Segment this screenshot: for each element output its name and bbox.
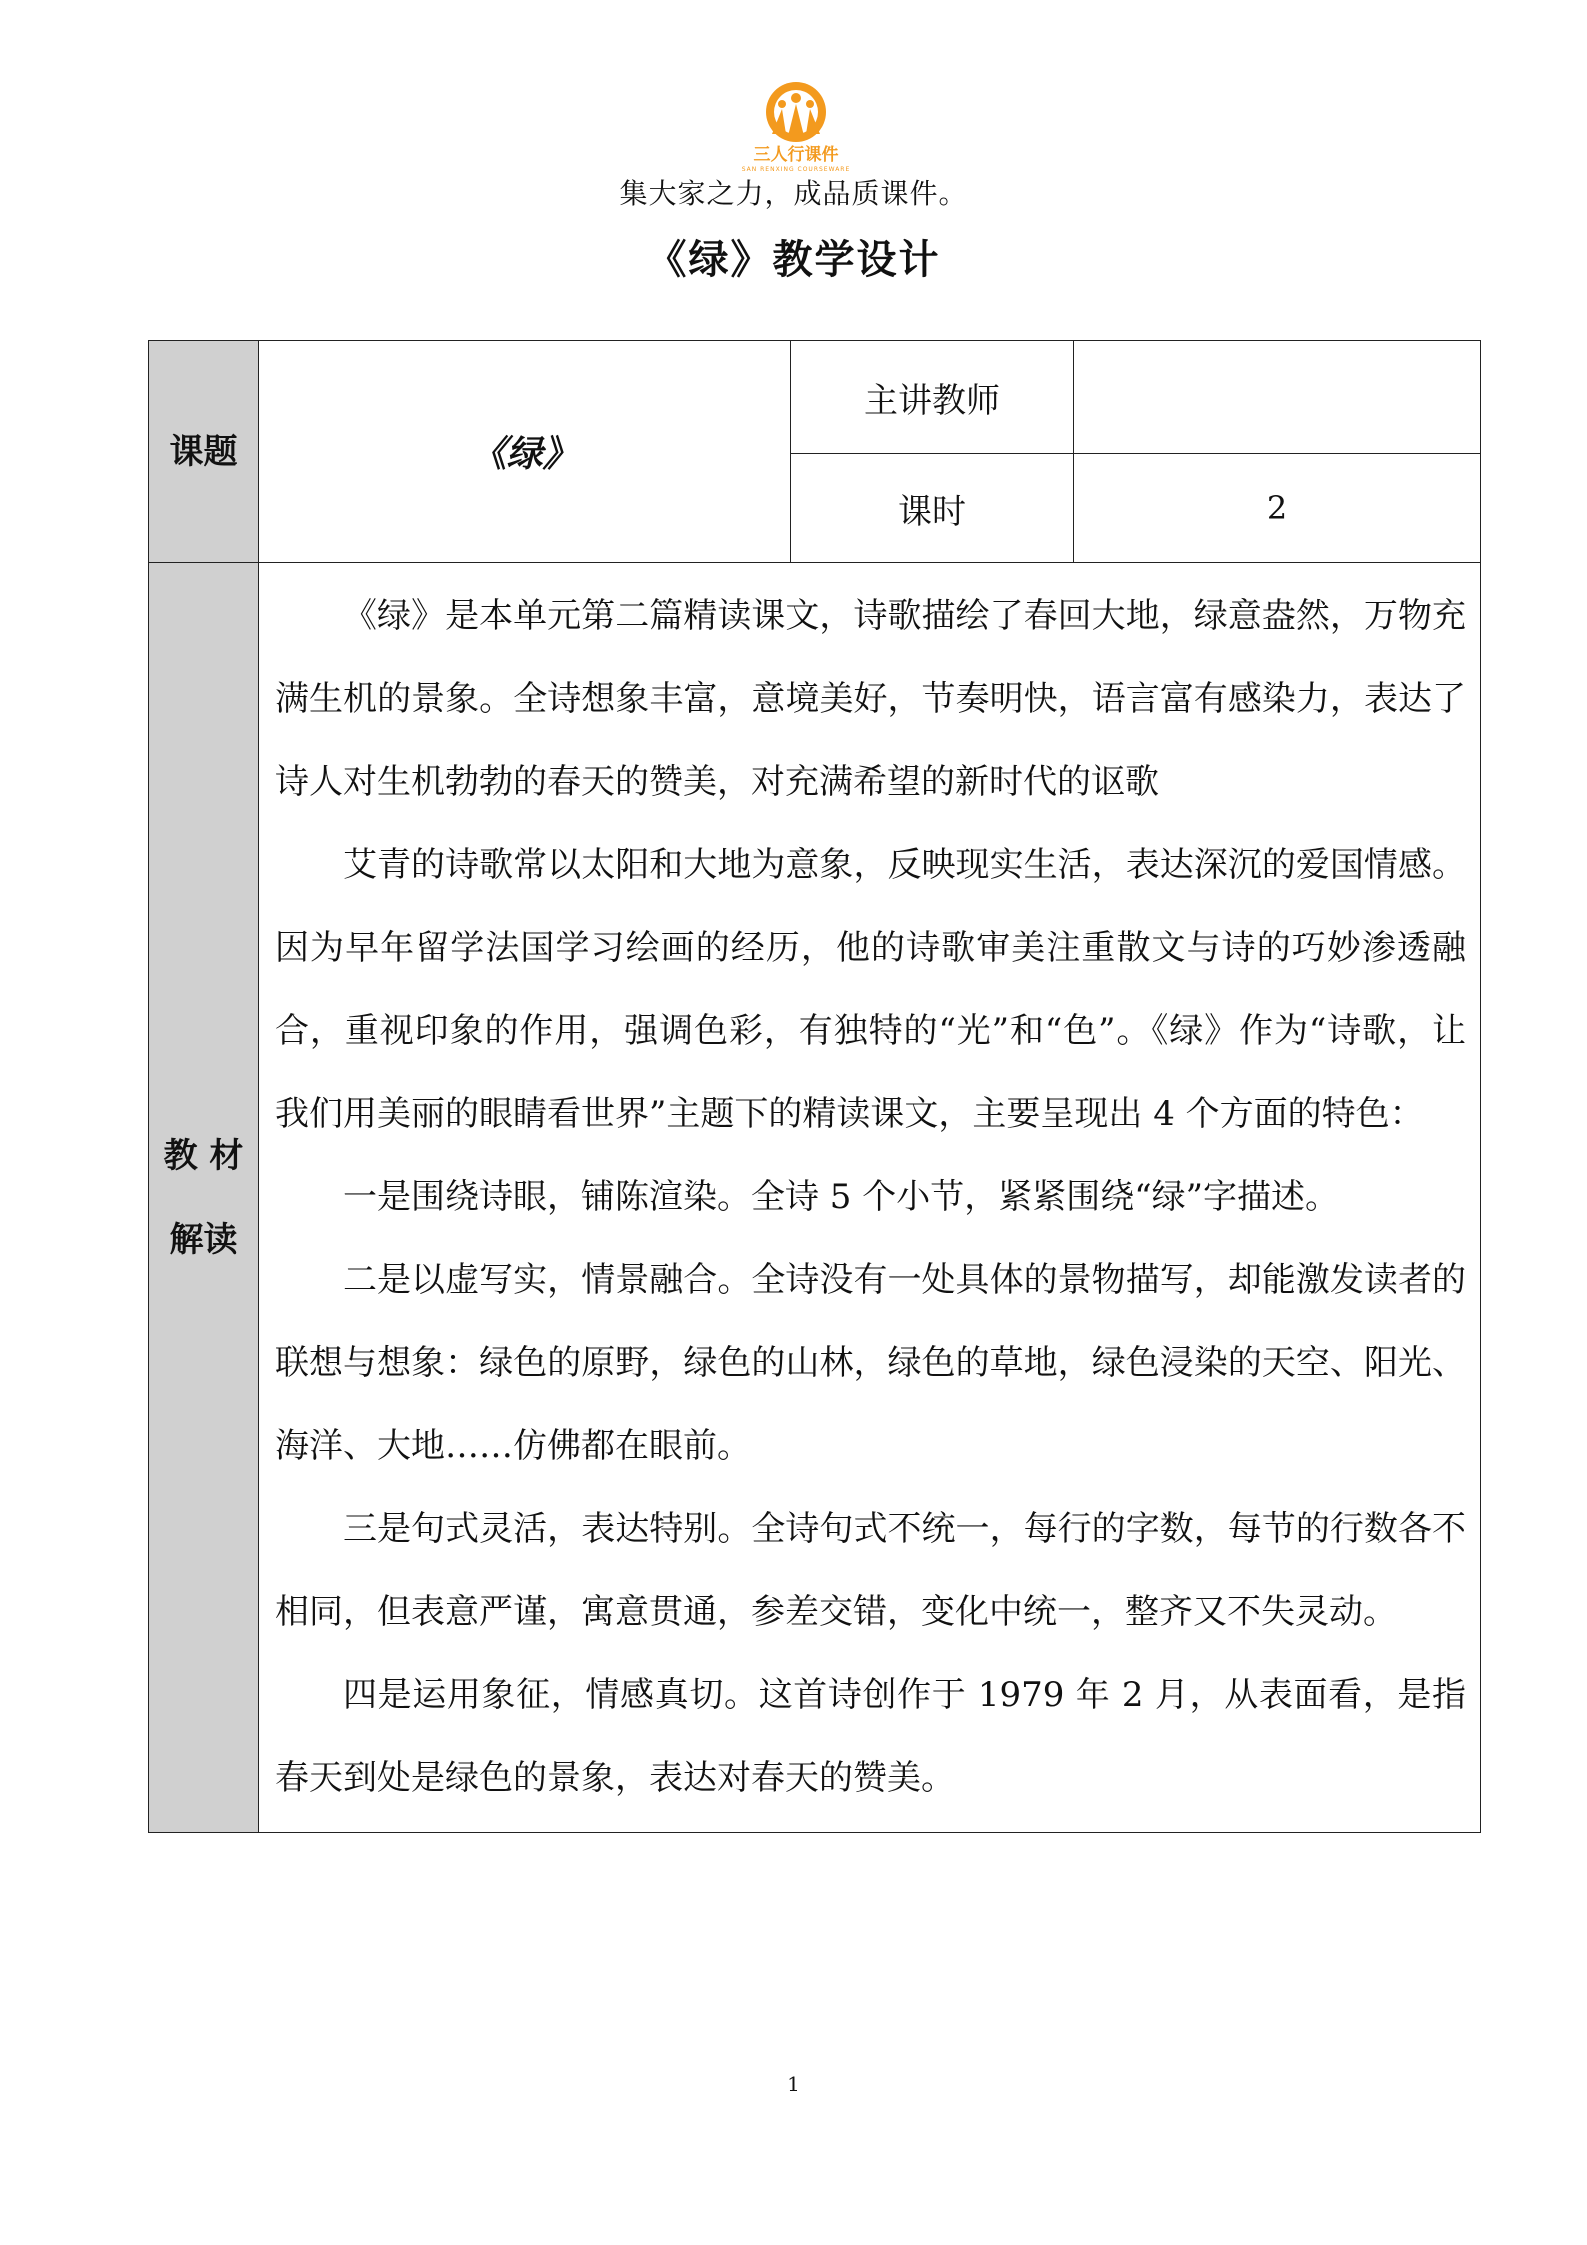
logo-subtext: SAN RENXING COURSEWARE — [741, 166, 851, 173]
topic-label: 课题 — [149, 341, 259, 563]
topic-row — [149, 341, 1481, 454]
paragraph: 二是以虚写实，情景融合。全诗没有一处具体的景物描写，却能激发读者的联想与想象：绿色的原野，绿色的山林，绿色的草地，绿色浸染的天空、阳光、海洋、大地……仿佛都在眼前。 — [275, 1260, 1466, 1466]
hours-label: 课时 — [791, 454, 1074, 563]
brand-logo — [726, 78, 866, 173]
paragraph: 艾青的诗歌常以太阳和大地为意象，反映现实生活，表达深沉的爱国情感。因为早年留学法国学习绘画的经历，他的诗歌审美注重散文与诗的巧妙渗透融合，重视印象的作用，强调色彩，有独特的“光”和“色”。《绿》作为“诗歌，让我们用美丽的眼睛看世界”主题下的精读课文，主要呈现出 4 个方面的特色： — [275, 845, 1466, 1134]
paragraph: 《绿》是本单元第二篇精读课文，诗歌描绘了春回大地，绿意盎然，万物充满生机的景象。全诗想象丰富，意境美好，节奏明快，语言富有感染力，表达了诗人对生机勃勃的春天的赞美，对充满希望的新时代的讴歌 — [275, 596, 1466, 802]
textbook-label — [149, 563, 259, 1833]
paragraph: 四是运用象征，情感真切。这首诗创作于 1979 年 2 月，从表面看，是指春天到处是绿色的景象，表达对春天的赞美。 — [275, 1675, 1466, 1798]
textbook-content — [259, 563, 1481, 1833]
logo-name: 三人行课件 — [753, 145, 839, 165]
page-number: 1 — [787, 2072, 800, 2096]
lesson-plan-table — [148, 340, 1481, 1833]
tagline: 集大家之力，成品质课件。 — [619, 177, 968, 210]
hours-value: 2 — [1074, 454, 1481, 563]
topic-value: 《绿》 — [259, 341, 791, 563]
teacher-value — [1074, 341, 1481, 454]
paragraph: 三是句式灵活，表达特别。全诗句式不统一，每行的字数，每节的行数各不相同，但表意严谨，寓意贯通，参差交错，变化中统一，整齐又不失灵动。 — [275, 1509, 1466, 1632]
paragraph: 一是围绕诗眼，铺陈渲染。全诗 5 个小节，紧紧围绕“绿”字描述。 — [343, 1177, 1340, 1217]
document-title: 《绿》教学设计 — [646, 236, 941, 283]
textbook-label-line2: 解读 — [169, 1219, 238, 1260]
textbook-row — [149, 563, 1481, 1833]
textbook-label-line1: 教 材 — [163, 1135, 244, 1176]
teacher-label: 主讲教师 — [791, 341, 1074, 454]
